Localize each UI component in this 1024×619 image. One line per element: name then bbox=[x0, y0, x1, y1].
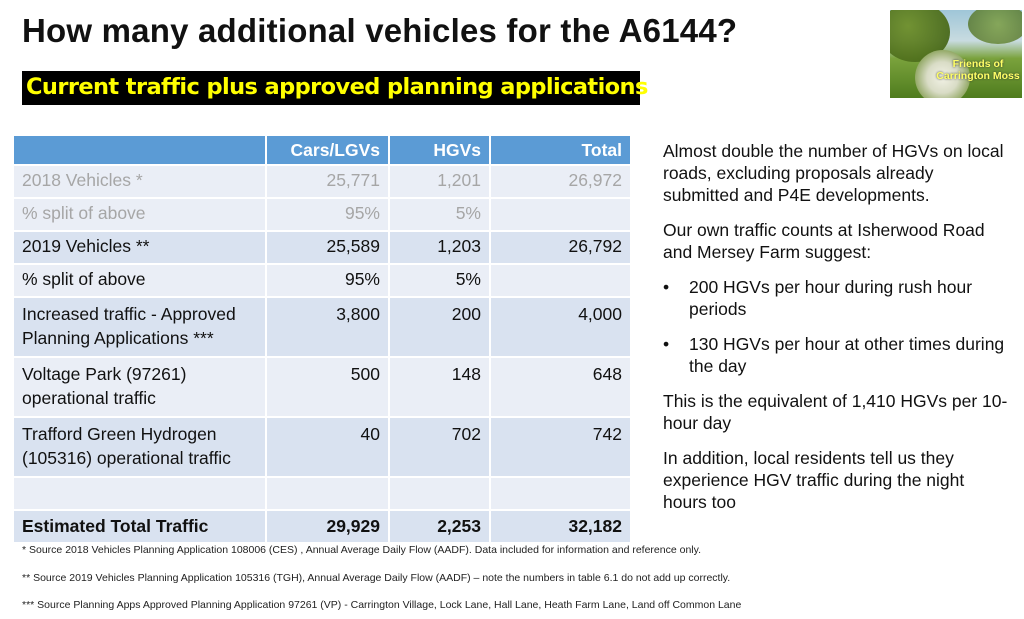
row-cars: 25,771 bbox=[267, 166, 390, 199]
row-cars: 95% bbox=[267, 199, 390, 232]
row-label: 2019 Vehicles ** bbox=[14, 232, 267, 265]
row-total: 648 bbox=[491, 358, 632, 418]
row-label-line2: Planning Applications *** bbox=[22, 328, 214, 348]
subtitle-banner-text: Current traffic plus approved planning applications bbox=[26, 74, 648, 100]
row-label bbox=[14, 418, 267, 478]
footnote-1: * Source 2018 Vehicles Planning Application 108006 (CES) , Annual Average Daily Flow (AADF). Data included for information and reference only. bbox=[22, 544, 701, 556]
footnote-3: *** Source Planning Apps Approved Planning Application 97261 (VP) - Carrington Village, Lock Lane, Hall Lane, Heath Farm Lane, Land off Common Lane bbox=[22, 599, 742, 611]
row-label: % split of above bbox=[14, 199, 267, 232]
row-total bbox=[491, 265, 632, 298]
total-row bbox=[14, 511, 632, 544]
row-total: 26,792 bbox=[491, 232, 632, 265]
row-total bbox=[491, 199, 632, 232]
header-cars-lgvs: Cars/LGVs bbox=[267, 136, 390, 166]
row-hgvs: 148 bbox=[390, 358, 491, 418]
row-hgvs: 702 bbox=[390, 418, 491, 478]
header-total: Total bbox=[491, 136, 632, 166]
row-cars: 500 bbox=[267, 358, 390, 418]
header-hgvs: HGVs bbox=[390, 136, 491, 166]
table-row bbox=[14, 232, 632, 265]
row-cars: 95% bbox=[267, 265, 390, 298]
row-label bbox=[14, 298, 267, 358]
table-row bbox=[14, 265, 632, 298]
empty-cell bbox=[390, 478, 491, 511]
commentary-text bbox=[663, 140, 1008, 526]
paragraph-hgv-double: Almost double the number of HGVs on local roads, excluding proposals already submitted and P4E developments. bbox=[663, 141, 1004, 205]
row-label: 2018 Vehicles * bbox=[14, 166, 267, 199]
total-cars: 29,929 bbox=[267, 511, 390, 544]
table-row-empty bbox=[14, 478, 632, 511]
table-row bbox=[14, 358, 632, 418]
subtitle-banner bbox=[22, 71, 648, 105]
row-hgvs: 5% bbox=[390, 199, 491, 232]
row-total: 4,000 bbox=[491, 298, 632, 358]
row-label-line2: operational traffic bbox=[22, 388, 156, 408]
row-label: % split of above bbox=[14, 265, 267, 298]
logo-text bbox=[934, 58, 1022, 82]
row-cars: 25,589 bbox=[267, 232, 390, 265]
table-header-row bbox=[14, 136, 632, 166]
paragraph-equivalent: This is the equivalent of 1,410 HGVs per 10-hour day bbox=[663, 391, 1008, 433]
bullet-item bbox=[663, 276, 1008, 320]
bullet-icon: • bbox=[663, 277, 670, 297]
table-row bbox=[14, 418, 632, 478]
row-total: 742 bbox=[491, 418, 632, 478]
bullet-text: 200 HGVs per hour during rush hour periods bbox=[689, 277, 973, 319]
total-total: 32,182 bbox=[491, 511, 632, 544]
bullet-text: 130 HGVs per hour at other times during the day bbox=[689, 334, 1005, 376]
row-label-line1: Voltage Park (97261) bbox=[22, 364, 187, 384]
table-row bbox=[14, 166, 632, 199]
header-label-col bbox=[14, 136, 267, 166]
friends-of-carrington-moss-logo bbox=[890, 10, 1022, 98]
row-hgvs: 1,203 bbox=[390, 232, 491, 265]
empty-cell bbox=[14, 478, 267, 511]
row-label-line1: Increased traffic - Approved bbox=[22, 304, 236, 324]
logo-text-line1: Friends of bbox=[952, 58, 1004, 70]
bullet-icon: • bbox=[663, 334, 670, 354]
table-row bbox=[14, 199, 632, 232]
paragraph-traffic-counts: Our own traffic counts at Isherwood Road and Mersey Farm suggest: bbox=[663, 220, 985, 262]
row-hgvs: 200 bbox=[390, 298, 491, 358]
table-row bbox=[14, 298, 632, 358]
tree-foliage-image-2 bbox=[968, 10, 1022, 44]
slide-title: How many additional vehicles for the A6144? bbox=[22, 12, 738, 49]
logo-text-line2: Carrington Moss bbox=[936, 70, 1020, 82]
footnote-2: ** Source 2019 Vehicles Planning Application 105316 (TGH), Annual Average Daily Flow (AADF) – note the numbers in table 6.1 do not add up correctly. bbox=[22, 572, 731, 584]
row-label bbox=[14, 358, 267, 418]
row-hgvs: 5% bbox=[390, 265, 491, 298]
row-hgvs: 1,201 bbox=[390, 166, 491, 199]
row-cars: 40 bbox=[267, 418, 390, 478]
bullet-item bbox=[663, 333, 1008, 377]
row-cars: 3,800 bbox=[267, 298, 390, 358]
traffic-table bbox=[14, 136, 632, 544]
total-label: Estimated Total Traffic bbox=[14, 511, 267, 544]
row-total: 26,972 bbox=[491, 166, 632, 199]
total-hgvs: 2,253 bbox=[390, 511, 491, 544]
row-label-line2: (105316) operational traffic bbox=[22, 448, 231, 468]
row-label-line1: Trafford Green Hydrogen bbox=[22, 424, 217, 444]
empty-cell bbox=[491, 478, 632, 511]
paragraph-night-traffic: In addition, local residents tell us they experience HGV traffic during the night hours too bbox=[663, 448, 965, 512]
empty-cell bbox=[267, 478, 390, 511]
bullet-list bbox=[663, 276, 1008, 377]
